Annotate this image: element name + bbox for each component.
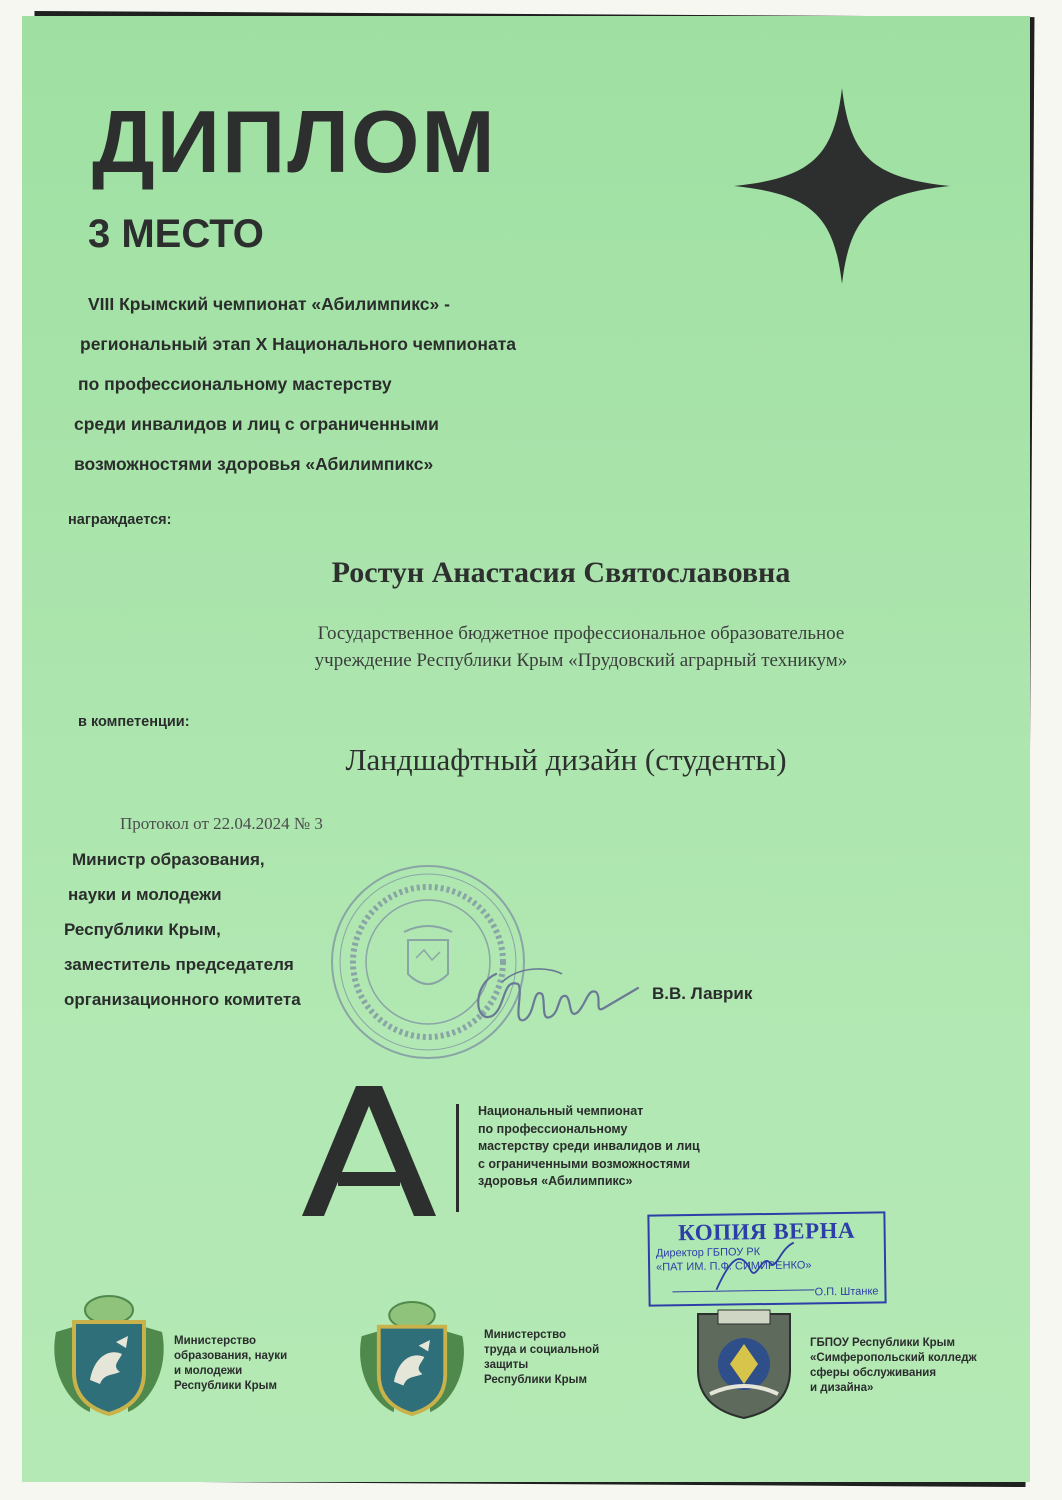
organization-line: учреждение Республики Крым «Прудовский аграрный техникум» — [314, 650, 848, 671]
organization-line: Государственное бюджетное профессиональное образовательное — [317, 623, 845, 644]
ministry-labor-caption — [484, 1328, 599, 1388]
description-line: региональный этап X Национального чемпионата — [80, 334, 517, 354]
organization-name — [22, 620, 1030, 674]
caption-line: по профессиональному — [478, 1121, 628, 1136]
caption-line: мастерству среди инвалидов и лиц — [478, 1139, 700, 1153]
awarded-label: награждается: — [68, 512, 172, 528]
caption-line: сферы обслуживания — [810, 1367, 937, 1379]
caption-line: и дизайна» — [810, 1382, 874, 1394]
college-caption — [810, 1336, 977, 1396]
caption-line: «Симферопольский колледж — [810, 1352, 977, 1364]
caption-line: защиты — [484, 1359, 529, 1371]
logo-divider — [456, 1104, 459, 1212]
caption-line: здоровья «Абилимпикс» — [478, 1174, 633, 1188]
description-line: среди инвалидов и лиц с ограниченными — [74, 414, 439, 434]
position-line: науки и молодежи — [68, 885, 222, 904]
signature — [462, 954, 642, 1044]
championship-description — [74, 284, 516, 484]
protocol-reference: Протокол от 22.04.2024 № 3 — [120, 814, 323, 833]
competence-label: в компетенции: — [78, 714, 190, 730]
diploma-sheet — [22, 16, 1030, 1482]
description-line: VIII Крымский чемпионат «Абилимпикс» - — [88, 294, 450, 314]
caption-line: и молодежи — [174, 1365, 243, 1377]
caption-line: образования, науки — [174, 1350, 288, 1362]
diploma-title: ДИПЛОМ — [92, 92, 497, 191]
position-line: Министр образования, — [72, 850, 265, 869]
signatory-position — [64, 842, 301, 1017]
position-line: заместитель председателя — [64, 955, 294, 974]
copy-verified-stamp — [647, 1211, 886, 1306]
crimea-coat-of-arms-icon — [50, 1292, 168, 1418]
abilympics-logo — [294, 1080, 444, 1220]
position-line: организационного комитета — [64, 990, 301, 1009]
stamp-line: Директор ГБПОУ РК — [655, 1246, 761, 1260]
place-label: 3 МЕСТО — [88, 212, 264, 256]
caption-line: Республики Крым — [174, 1380, 277, 1392]
ministry-education-caption — [174, 1334, 287, 1394]
position-line: Республики Крым, — [64, 920, 221, 939]
caption-line: Республики Крым — [484, 1374, 587, 1386]
stamp-title: КОПИЯ ВЕРНА — [678, 1217, 856, 1246]
championship-caption — [478, 1103, 700, 1191]
caption-line: с ограниченными возможностями — [478, 1156, 691, 1171]
caption-line: ГБПОУ Республики Крым — [810, 1337, 956, 1349]
stamp-line: «ПАТ ИМ. П.Ф. СИМИРЕНКО» — [656, 1259, 812, 1274]
signatory-name: В.В. Лаврик — [652, 984, 753, 1003]
crimea-coat-of-arms-icon — [356, 1298, 468, 1418]
college-emblem-icon — [690, 1308, 798, 1422]
caption-line: Министерство — [484, 1329, 567, 1341]
caption-line: Национальный чемпионат — [478, 1104, 644, 1118]
competence-name: Ландшафтный дизайн (студенты) — [345, 742, 787, 777]
recipient-name: Ростун Анастасия Святославовна — [331, 556, 791, 589]
caption-line: труда и социальной — [484, 1344, 600, 1356]
stamp-signatory: О.П. Штанке — [814, 1285, 879, 1299]
star-icon — [732, 86, 952, 286]
description-line: по профессиональному мастерству — [78, 374, 392, 394]
caption-line: Министерство — [174, 1335, 257, 1347]
description-line: возможностями здоровья «Абилимпикс» — [74, 454, 434, 474]
